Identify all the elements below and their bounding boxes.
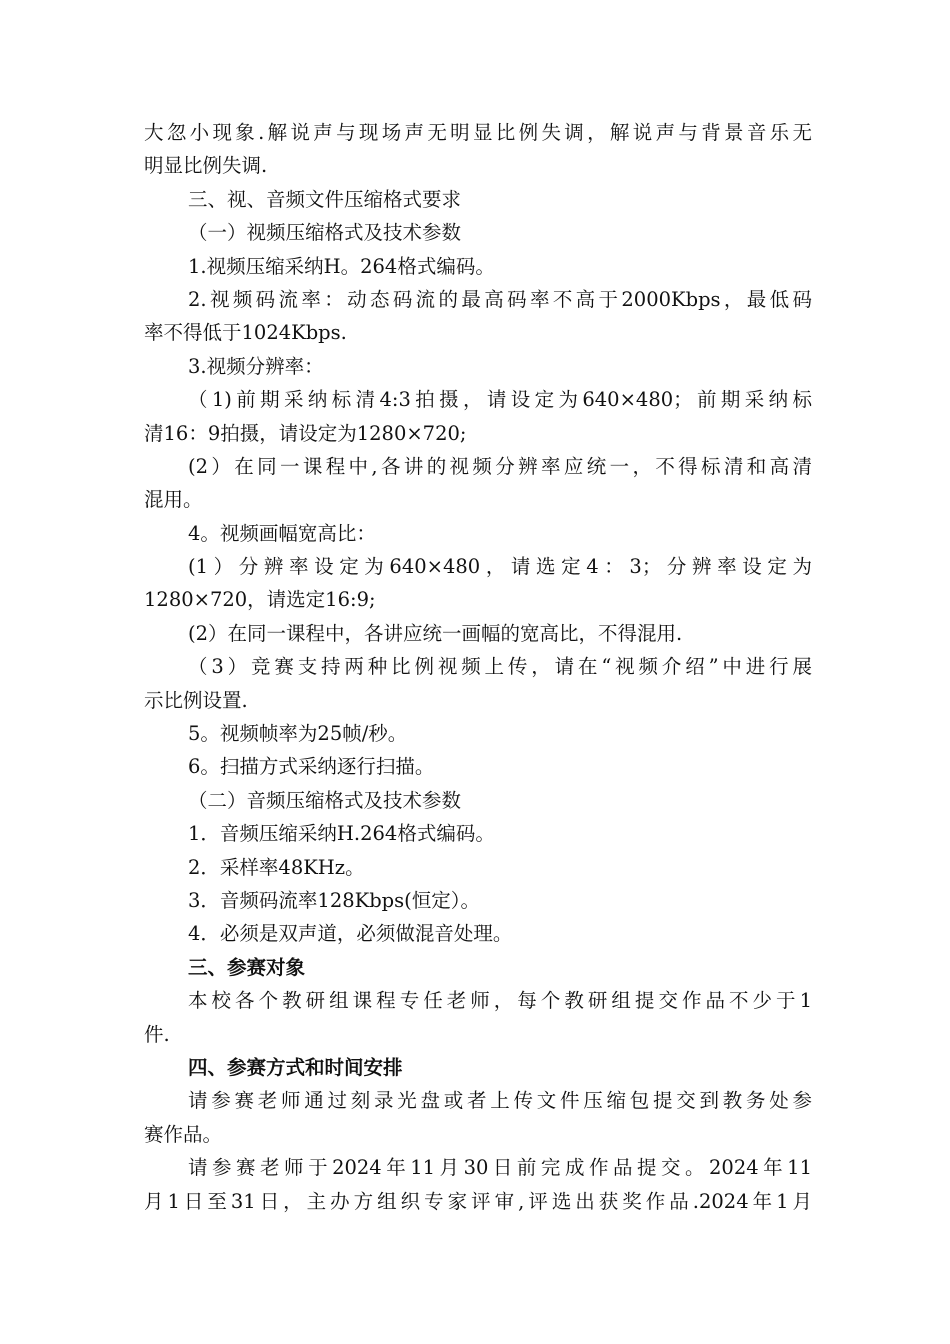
list-item: 6。扫描方式采纳逐行扫描。 xyxy=(188,755,435,779)
paragraph-line: 混用。 xyxy=(144,488,203,512)
list-item: 3.视频分辨率： xyxy=(188,354,324,378)
paragraph-line: 件. xyxy=(144,1022,170,1046)
section-heading: 四、参赛方式和时间安排 xyxy=(188,1055,403,1079)
paragraph-line: 1280×720，请选定16:9; xyxy=(144,588,376,612)
section-heading: 三、参赛对象 xyxy=(188,955,306,979)
list-item: 2.视频码流率：动态码流的最高码率不高于2000Kbps，最低码 xyxy=(188,287,812,311)
paragraph-line: 本校各个教研组课程专任老师，每个教研组提交作品不少于1 xyxy=(188,989,812,1013)
list-item: (2）在同一课程中,各讲的视频分辨率应统一，不得标清和高清 xyxy=(188,454,812,478)
paragraph-line: 明显比例失调. xyxy=(144,154,268,178)
paragraph-line: 示比例设置. xyxy=(144,688,248,712)
list-item: (1）分辨率设定为640×480，请选定4：3；分辨率设定为 xyxy=(188,555,812,579)
list-item: 5。视频帧率为25帧/秒。 xyxy=(188,722,408,746)
list-item: （3）竞赛支持两种比例视频上传，请在“视频介绍”中进行展 xyxy=(188,655,812,679)
list-item: 3．音频码流率128Kbps(恒定）。 xyxy=(188,888,481,912)
subsection-heading: （一）视频压缩格式及技术参数 xyxy=(188,221,462,245)
paragraph-line: 赛作品。 xyxy=(144,1122,223,1146)
paragraph-line: 月1日至31日，主办方组织专家评审,评选出获奖作品.2024年1月 xyxy=(144,1189,812,1213)
document-body xyxy=(144,116,812,1218)
list-item: 4．必须是双声道，必须做混音处理。 xyxy=(188,922,513,946)
section-heading: 三、视、音频文件压缩格式要求 xyxy=(188,187,462,211)
list-item: （1)前期采纳标清4:3拍摄，请设定为640×480；前期采纳标 xyxy=(188,388,812,412)
list-item: 4。视频画幅宽高比： xyxy=(188,521,376,545)
paragraph-line: 率不得低于1024Kbps. xyxy=(144,321,347,345)
list-item: 2．采样率48KHz。 xyxy=(188,855,365,879)
list-item: (2）在同一课程中，各讲应统一画幅的宽高比，不得混用. xyxy=(188,621,683,645)
paragraph-line: 大忽小现象.解说声与现场声无明显比例失调，解说声与背景音乐无 xyxy=(144,121,812,144)
list-item: 1．音频压缩采纳H.264格式编码。 xyxy=(188,822,495,846)
list-item: 1.视频压缩采纳H。264格式编码。 xyxy=(188,254,495,278)
paragraph-line: 请参赛老师通过刻录光盘或者上传文件压缩包提交到教务处参 xyxy=(188,1089,812,1113)
paragraph-line: 请参赛老师于2024年11月30日前完成作品提交。2024年11 xyxy=(188,1156,812,1180)
subsection-heading: （二）音频压缩格式及技术参数 xyxy=(188,788,462,812)
paragraph-line: 清16：9拍摄，请设定为1280×720; xyxy=(144,421,467,445)
